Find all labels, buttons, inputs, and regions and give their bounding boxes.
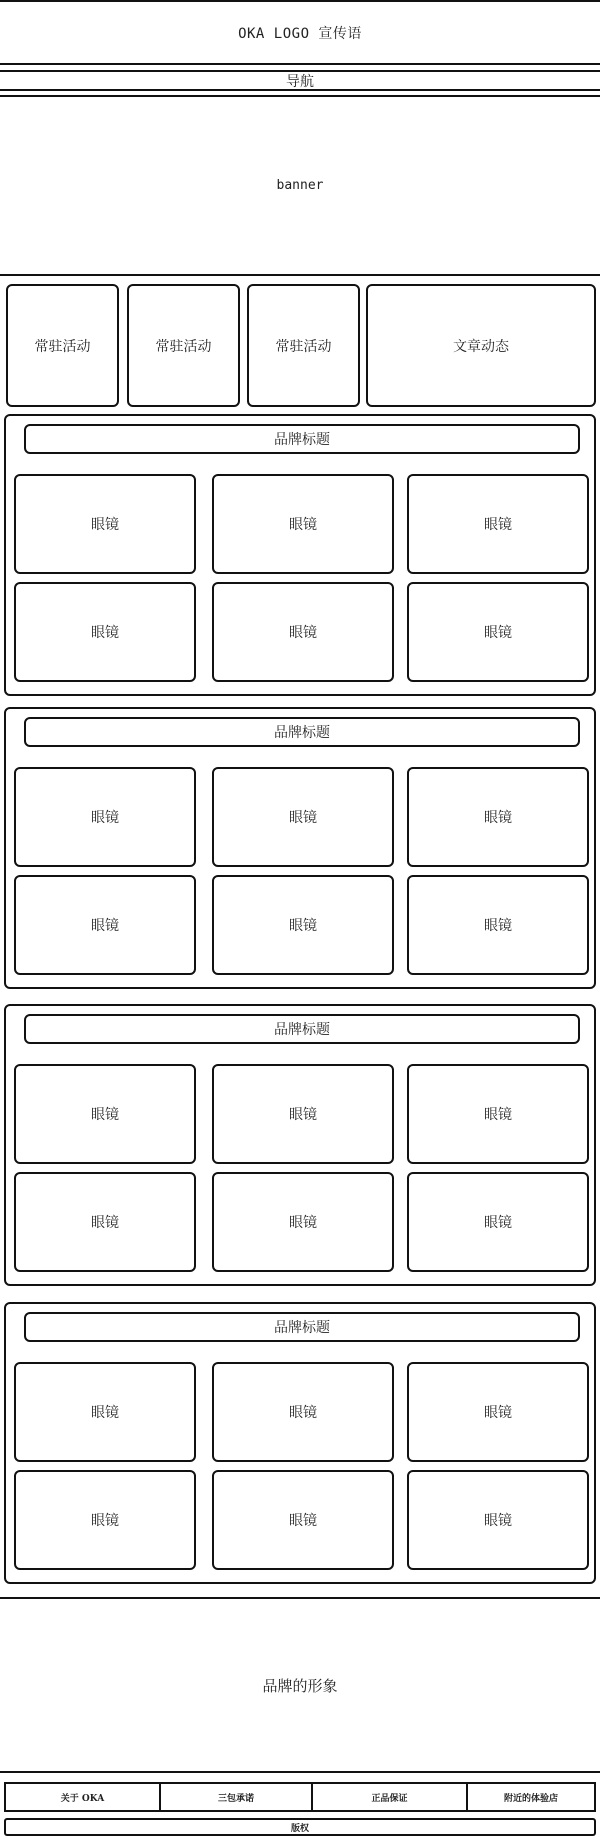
activity-card-1[interactable]: 常驻活动 bbox=[6, 284, 119, 407]
brand-title[interactable]: 品牌标题 bbox=[24, 717, 580, 747]
product-glasses[interactable]: 眼镜 bbox=[212, 582, 394, 682]
product-glasses[interactable]: 眼镜 bbox=[212, 1362, 394, 1462]
brand-title[interactable]: 品牌标题 bbox=[24, 1312, 580, 1342]
brand-image[interactable]: 品牌的形象 bbox=[262, 1676, 338, 1695]
copyright: 版权 bbox=[4, 1818, 596, 1836]
brand-section-3 bbox=[4, 1004, 596, 1286]
product-glasses[interactable]: 眼镜 bbox=[212, 1470, 394, 1570]
product-glasses[interactable]: 眼镜 bbox=[14, 474, 196, 574]
activity-card-2[interactable]: 常驻活动 bbox=[127, 284, 240, 407]
product-glasses[interactable]: 眼镜 bbox=[14, 1172, 196, 1272]
activity-card-3[interactable]: 常驻活动 bbox=[247, 284, 360, 407]
brand-title[interactable]: 品牌标题 bbox=[24, 1014, 580, 1044]
brand-section-1 bbox=[4, 414, 596, 696]
product-glasses[interactable]: 眼镜 bbox=[407, 582, 589, 682]
product-glasses[interactable]: 眼镜 bbox=[407, 474, 589, 574]
brand-section-2 bbox=[4, 707, 596, 989]
footer-links bbox=[4, 1782, 596, 1812]
product-glasses[interactable]: 眼镜 bbox=[212, 875, 394, 975]
product-glasses[interactable]: 眼镜 bbox=[212, 474, 394, 574]
banner[interactable]: banner bbox=[276, 178, 324, 193]
product-glasses[interactable]: 眼镜 bbox=[14, 767, 196, 867]
footer-link-nearby-store[interactable]: 附近的体验店 bbox=[503, 1793, 558, 1804]
product-glasses[interactable]: 眼镜 bbox=[407, 1470, 589, 1570]
banner-bottom-border bbox=[0, 274, 600, 276]
product-glasses[interactable]: 眼镜 bbox=[407, 767, 589, 867]
product-glasses[interactable]: 眼镜 bbox=[407, 1362, 589, 1462]
product-glasses[interactable]: 眼镜 bbox=[14, 1470, 196, 1570]
logo-slogan[interactable]: OKA LOGO 宣传语 bbox=[238, 26, 362, 42]
product-glasses[interactable]: 眼镜 bbox=[212, 767, 394, 867]
product-glasses[interactable]: 眼镜 bbox=[14, 1064, 196, 1164]
brand-image-bottom-border bbox=[0, 1771, 600, 1773]
footer-link-warranty[interactable]: 三包承诺 bbox=[161, 1784, 313, 1810]
header-divider bbox=[0, 63, 600, 65]
brand-section-4 bbox=[4, 1302, 596, 1584]
product-glasses[interactable]: 眼镜 bbox=[14, 1362, 196, 1462]
product-glasses[interactable]: 眼镜 bbox=[212, 1064, 394, 1164]
article-news-card[interactable]: 文章动态 bbox=[366, 284, 596, 407]
product-glasses[interactable]: 眼镜 bbox=[407, 875, 589, 975]
product-glasses[interactable]: 眼镜 bbox=[407, 1064, 589, 1164]
footer-link-about[interactable]: 关于 OKA bbox=[6, 1784, 161, 1810]
footer-link-authentic[interactable]: 正品保证 bbox=[313, 1784, 468, 1810]
main-navigation[interactable]: 导航 bbox=[286, 73, 314, 90]
product-glasses[interactable]: 眼镜 bbox=[407, 1172, 589, 1272]
product-glasses[interactable]: 眼镜 bbox=[14, 582, 196, 682]
product-glasses[interactable]: 眼镜 bbox=[212, 1172, 394, 1272]
brand-title[interactable]: 品牌标题 bbox=[24, 424, 580, 454]
nav-bottom-border bbox=[0, 89, 600, 91]
product-glasses[interactable]: 眼镜 bbox=[14, 875, 196, 975]
